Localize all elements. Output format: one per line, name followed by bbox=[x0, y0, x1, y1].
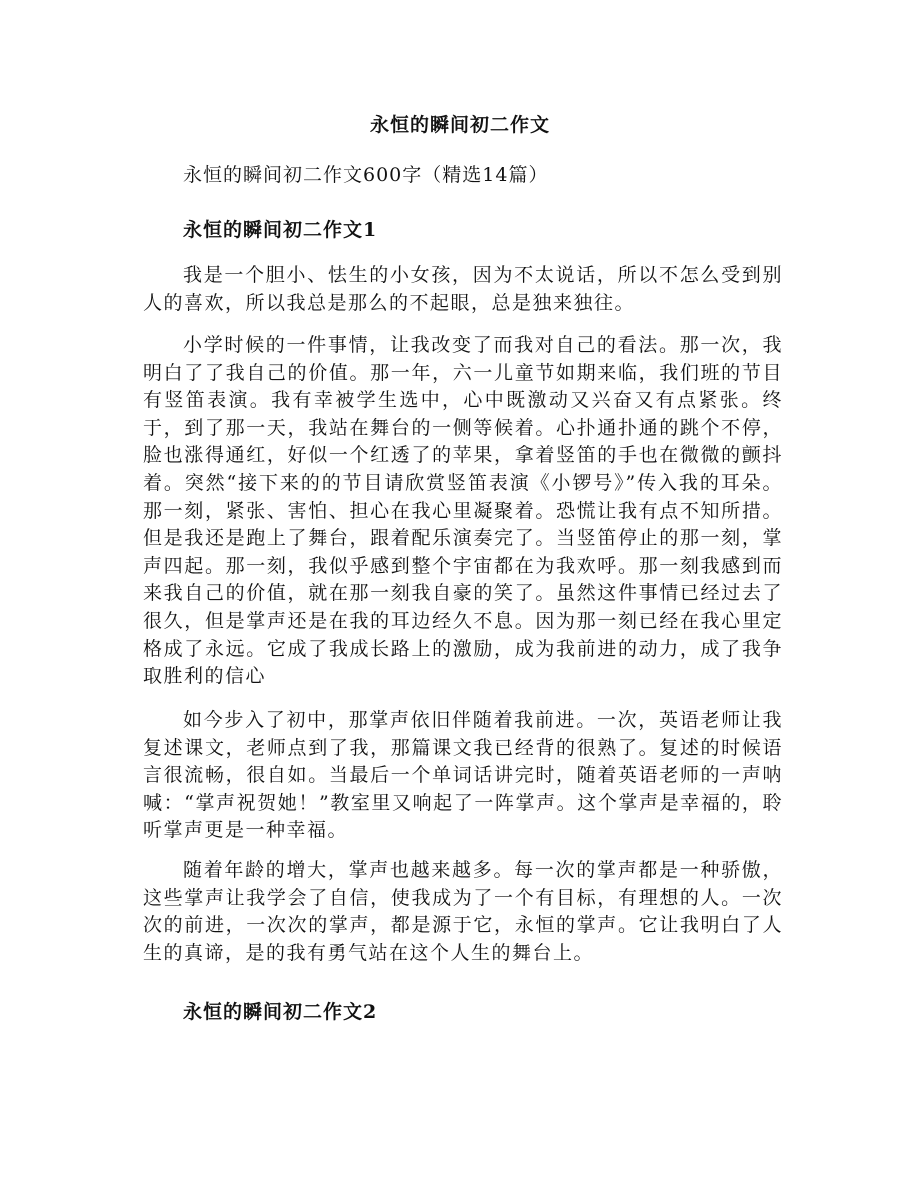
paragraph-3: 如今步入了初中，那掌声依旧伴随着我前进。一次，英语老师让我复述课文，老师点到了我，那篇课文我已经背的很熟了。复述的时候语言很流畅，很自如。当最后一个单词话讲完时，随着英语老师的一声呐喊：“掌声祝贺她！”教室里又响起了一阵掌声。这个掌声是幸福的，聆听掌声更是一种幸福。 bbox=[143, 709, 783, 842]
section-heading-1: 永恒的瞬间初二作文1 bbox=[183, 219, 378, 241]
paragraph-4: 随着年龄的增大，掌声也越来越多。每一次的掌声都是一种骄傲，这些掌声让我学会了自信，使我成为了一个有目标，有理想的人。一次次的前进，一次次的掌声，都是源于它，永恒的掌声。它让我明白了人生的真谛，是的我有勇气站在这个人生的舞台上。 bbox=[143, 859, 783, 964]
page-title: 永恒的瞬间初二作文 bbox=[369, 114, 550, 136]
document-subtitle: 永恒的瞬间初二作文600字（精选14篇） bbox=[183, 164, 549, 186]
section-heading-2: 永恒的瞬间初二作文2 bbox=[183, 1001, 378, 1023]
paragraph-1: 我是一个胆小、怯生的小女孩，因为不太说话，所以不怎么受到别人的喜欢，所以我总是那么的不起眼，总是独来独往。 bbox=[143, 264, 783, 314]
paragraph-2: 小学时候的一件事情，让我改变了而我对自己的看法。那一次，我明白了了我自己的价值。那一年，六一儿童节如期来临，我们班的节目有竖笛表演。我有幸被学生选中，心中既激动又兴奋又有点紧张。终于，到了那一天，我站在舞台的一侧等候着。心扑通扑通的跳个不停，脸也涨得通红，好似一个红透了的苹果，拿着竖笛的手也在微微的颤抖着。突然“接下来的的节目请欣赏竖笛表演《小锣号》”传入我的耳朵。那一刻，紧张、害怕、担心在我心里凝聚着。恐慌让我有点不知所措。但是我还是跑上了舞台，跟着配乐演奏完了。当竖笛停止的那一刻，掌声四起。那一刻，我似乎感到整个宇宙都在为我欢呼。那一刻我感到而来我自己的价值，就在那一刻我自豪的笑了。虽然这件事情已经过去了很久，但是掌声还是在我的耳边经久不息。因为那一刻已经在我心里定格成了永远。它成了我成长路上的激励，成为我前进的动力，成了我争取胜利的信心 bbox=[143, 334, 783, 688]
